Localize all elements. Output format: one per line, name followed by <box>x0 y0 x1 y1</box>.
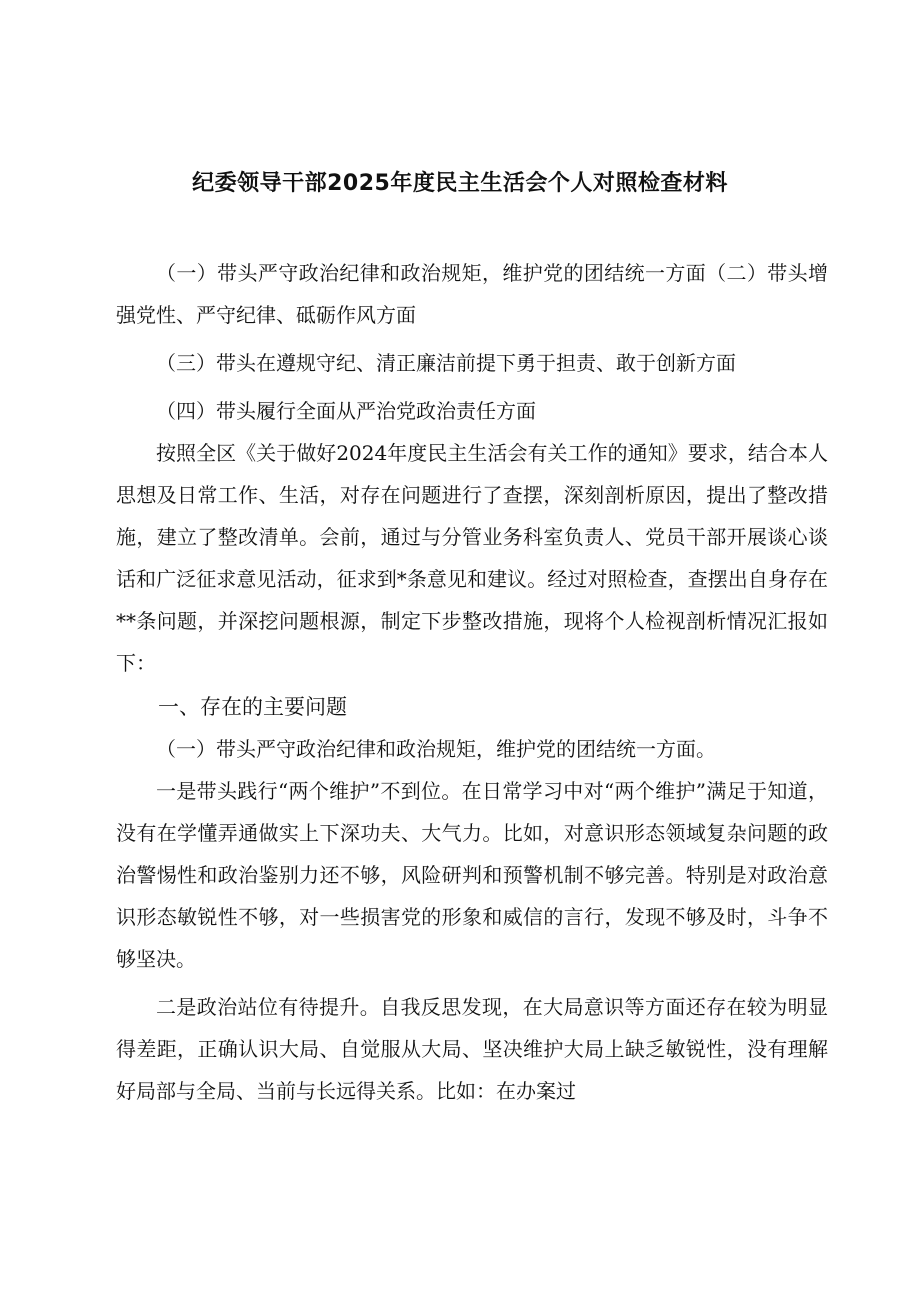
document-title: 纪委领导干部2025年度民主生活会个人对照检查材料 <box>192 171 728 196</box>
intro-paragraph: 按照全区《关于做好2024年度民主生活会有关工作的通知》要求，结合本人思想及日常工作、生活，对存在问题进行了查摆，深刻剖析原因，提出了整改措施，建立了整改清单。会前，通过与分管业务科室负责人、党员干部开展谈心谈话和广泛征求意见活动，征求到*条意见和建议。经过对照检查，查摆出自身存在**条问题，并深挖问题根源，制定下步整改措施，现将个人检视剖析情况汇报如下： <box>116 441 828 675</box>
document-body <box>116 252 828 1112</box>
body-paragraph-2: 二是政治站位有待提升。自我反思发现，在大局意识等方面还存在较为明显得差距，正确认识大局、自觉服从大局、坚决维护大局上缺乏敏锐性，没有理解好局部与全局、当前与长远得关系。比如：在办案过 <box>116 995 828 1103</box>
subsection-heading: （一）带头严守政治纪律和政治规矩，维护党的团结统一方面。 <box>156 737 716 761</box>
section-heading: 一、存在的主要问题 <box>158 695 347 719</box>
outline-item-1: （一）带头严守政治纪律和政治规矩，维护党的团结统一方面（二）带头增强党性、严守纪律、砥砺作风方面 <box>116 261 828 327</box>
body-paragraph-1: 一是带头践行“两个维护”不到位。在日常学习中对“两个维护”满足于知道，没有在学懂弄通做实上下深功夫、大气力。比如，对意识形态领域复杂问题的政治警惕性和政治鉴别力还不够，风险研判和预警机制不够完善。特别是对政治意识形态敏锐性不够，对一些损害党的形象和威信的言行，发现不够及时，斗争不够坚决。 <box>116 779 828 971</box>
outline-item-3: （三）带头在遵规守纪、清正廉洁前提下勇于担责、敢于创新方面 <box>156 351 736 375</box>
outline-item-4: （四）带头履行全面从严治党政治责任方面 <box>156 399 536 423</box>
